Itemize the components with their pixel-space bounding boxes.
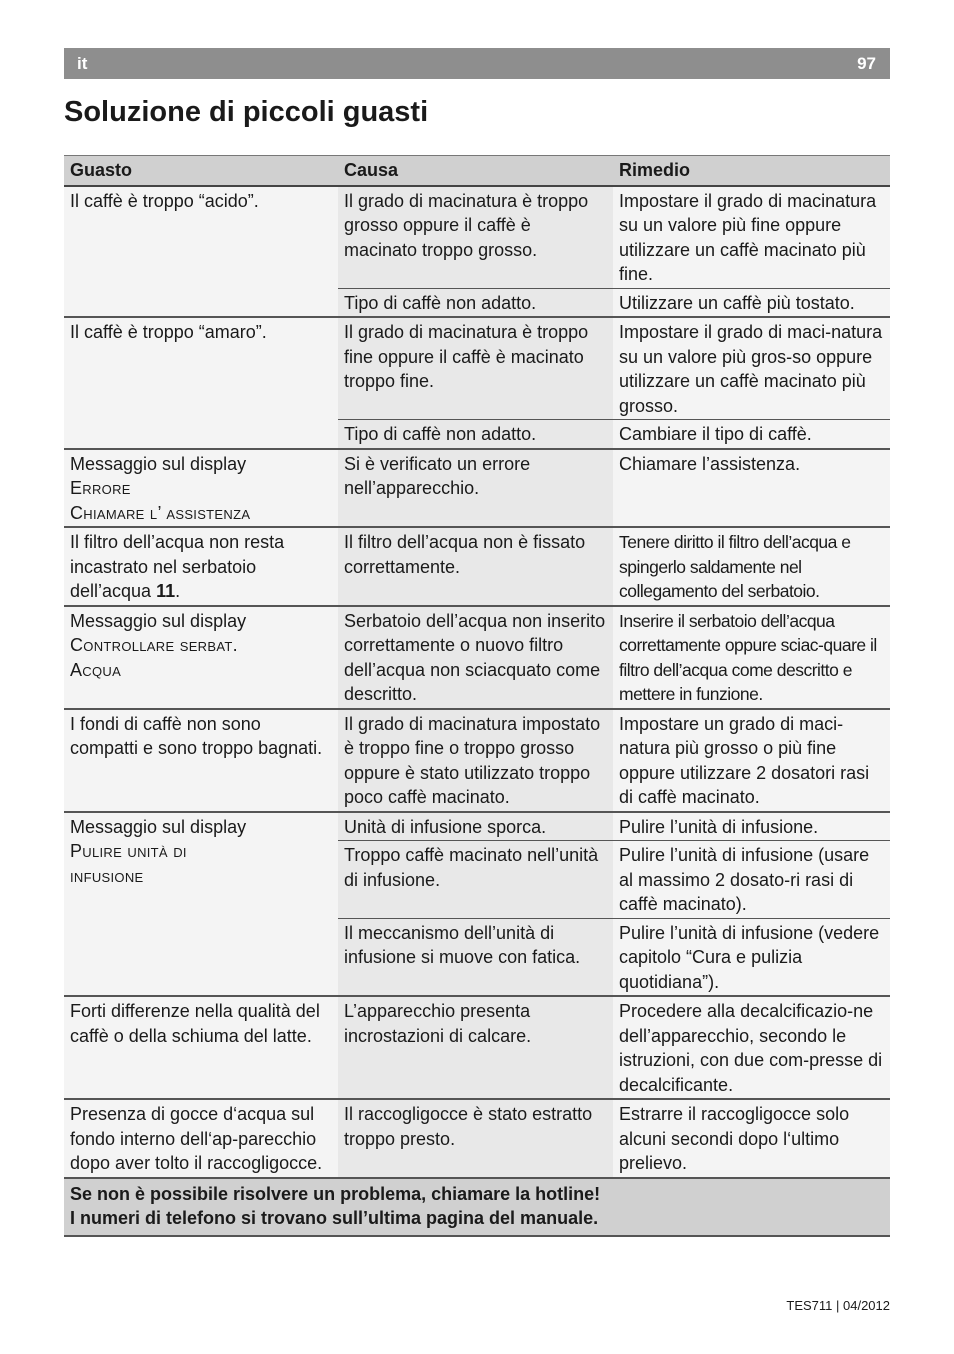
table-row bbox=[64, 1099, 890, 1178]
cause-cell: Tipo di caffè non adatto. bbox=[338, 420, 613, 449]
fault-cell: Il caffè è troppo “amaro”. bbox=[64, 317, 338, 449]
hotline-note bbox=[64, 1178, 890, 1236]
hotline-note-line: Se non è possibile risolvere un problema, chiamare la hotline! bbox=[70, 1183, 601, 1204]
fault-cell: I fondi di caffè non sono compatti e sono troppo bagnati. bbox=[64, 709, 338, 812]
cause-cell: Il filtro dell’acqua non è fissato correttamente. bbox=[338, 527, 613, 606]
remedy-cell: Impostare un grado di maci-natura più grosso o più fine oppure utilizzare 2 dosatori rasi di caffè macinato. bbox=[613, 709, 890, 812]
fault-text: Messaggio sul display bbox=[70, 816, 247, 837]
column-header-remedy: Rimedio bbox=[613, 156, 890, 186]
cause-cell: Serbatoio dell’acqua non inserito correttamente o nuovo filtro dell’acqua non sciacquato come descritto. bbox=[338, 606, 613, 709]
table-row bbox=[64, 527, 890, 606]
fault-cell: Presenza di gocce d‘acqua sul fondo interno dell‘ap-parecchio dopo aver tolto il raccogligocce. bbox=[64, 1099, 338, 1178]
column-header-fault: Guasto bbox=[64, 156, 338, 186]
page-header-bar bbox=[64, 48, 890, 79]
cause-cell: Il meccanismo dell’unità di infusione si muove con fatica. bbox=[338, 918, 613, 996]
cause-cell: Si è verificato un errore nell’apparecchio. bbox=[338, 449, 613, 528]
remedy-cell: Tenere diritto il filtro dell’acqua e spingerlo saldamente nel collegamento del serbatoio. bbox=[613, 527, 890, 606]
display-message-line: infusione bbox=[70, 865, 144, 886]
fault-text: Messaggio sul display bbox=[70, 453, 247, 474]
fault-text-end: . bbox=[175, 581, 181, 601]
fault-cell: Il caffè è troppo “acido”. bbox=[64, 186, 338, 318]
cause-cell: Il grado di macinatura è troppo grosso oppure il caffè è macinato troppo grosso. bbox=[338, 186, 613, 289]
remedy-cell: Chiamare l’assistenza. bbox=[613, 449, 890, 528]
remedy-cell: Impostare il grado di macinatura su un valore più fine oppure utilizzare un caffè macinato più fine. bbox=[613, 186, 890, 289]
fault-cell bbox=[64, 812, 338, 997]
table-row bbox=[64, 606, 890, 709]
remedy-cell: Pulire l’unità di infusione (usare al massimo 2 dosato-ri rasi di caffè macinato). bbox=[613, 841, 890, 919]
column-header-cause: Causa bbox=[338, 156, 613, 186]
display-message-line: Chiamare l’ assistenza bbox=[70, 502, 251, 523]
table-row bbox=[64, 317, 890, 420]
remedy-cell: Estrarre il raccogligocce solo alcuni secondi dopo l‘ultimo prelievo. bbox=[613, 1099, 890, 1178]
table-row bbox=[64, 709, 890, 812]
table-row bbox=[64, 996, 890, 1099]
fault-cell bbox=[64, 527, 338, 606]
cause-cell: Unità di infusione sporca. bbox=[338, 812, 613, 841]
display-message-line: Controllare serbat. bbox=[70, 635, 238, 655]
cause-cell: Il grado di macinatura impostato è troppo fine o troppo grosso oppure è stato utilizzato troppo poco caffè macinato. bbox=[338, 709, 613, 812]
remedy-cell: Inserire il serbatoio dell’acqua correttamente oppure sciac-quare il filtro dell’acqua come descritto e mettere in funzione. bbox=[613, 606, 890, 709]
display-message-line: Errore bbox=[70, 478, 131, 498]
table-row bbox=[64, 449, 890, 528]
part-number: 11 bbox=[156, 581, 176, 601]
language-label: it bbox=[77, 54, 88, 73]
hotline-note-line: I numeri di telefono si trovano sull’ultima pagina del manuale. bbox=[70, 1208, 599, 1228]
remedy-cell: Pulire l’unità di infusione. bbox=[613, 812, 890, 841]
remedy-cell: Utilizzare un caffè più tostato. bbox=[613, 288, 890, 317]
fault-cell bbox=[64, 606, 338, 709]
remedy-cell: Procedere alla decalcificazio-ne dell’apparecchio, secondo le istruzioni, con due com-presse di decalcificante. bbox=[613, 996, 890, 1099]
table-row bbox=[64, 186, 890, 289]
hotline-note-row bbox=[64, 1178, 890, 1236]
remedy-cell: Cambiare il tipo di caffè. bbox=[613, 420, 890, 449]
table-header-row bbox=[64, 156, 890, 186]
fault-cell: Forti differenze nella qualità del caffè o della schiuma del latte. bbox=[64, 996, 338, 1099]
cause-cell: Troppo caffè macinato nell’unità di infusione. bbox=[338, 841, 613, 919]
fault-text: Il filtro dell’acqua non resta incastrato nel serbatoio dell’acqua bbox=[70, 532, 285, 601]
table-row bbox=[64, 812, 890, 841]
cause-cell: Tipo di caffè non adatto. bbox=[338, 288, 613, 317]
cause-cell: Il raccogligocce è stato estratto troppo presto. bbox=[338, 1099, 613, 1178]
page-title: Soluzione di piccoli guasti bbox=[64, 96, 429, 128]
fault-text: Messaggio sul display bbox=[70, 610, 247, 631]
troubleshooting-table bbox=[64, 155, 890, 1237]
display-message-line: Acqua bbox=[70, 659, 122, 680]
cause-cell: L’apparecchio presenta incrostazioni di calcare. bbox=[338, 996, 613, 1099]
remedy-cell: Impostare il grado di maci-natura su un valore più gros-so oppure utilizzare un caffè macinato più grosso. bbox=[613, 317, 890, 420]
document-reference: TES711 | 04/2012 bbox=[786, 1298, 890, 1313]
cause-cell: Il grado di macinatura è troppo fine oppure il caffè è macinato troppo fine. bbox=[338, 317, 613, 420]
page-number: 97 bbox=[857, 54, 876, 73]
display-message-line: Pulire unità di bbox=[70, 841, 187, 861]
fault-cell bbox=[64, 449, 338, 528]
remedy-cell: Pulire l’unità di infusione (vedere capitolo “Cura e pulizia quotidiana”). bbox=[613, 918, 890, 996]
